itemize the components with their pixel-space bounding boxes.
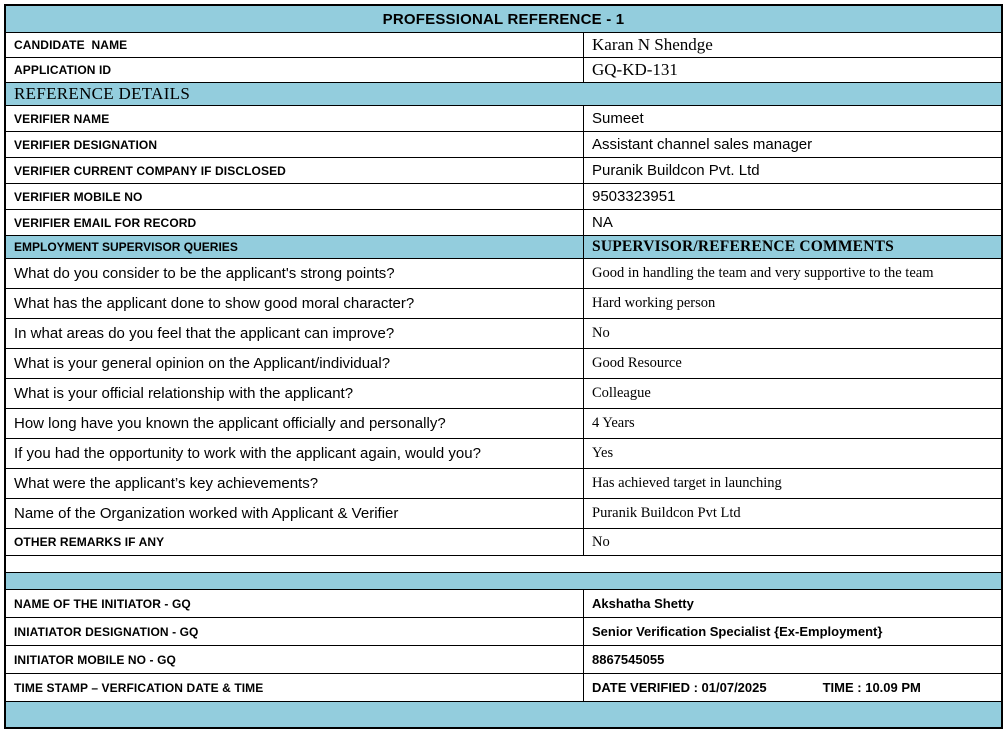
table-row-timestamp xyxy=(6,674,1001,702)
table-row-qa-achievements xyxy=(6,469,1001,499)
question-text: What do you consider to be the applicant's strong points? xyxy=(14,265,395,282)
verifier-email-label-cell xyxy=(6,210,584,235)
answer-text: No xyxy=(592,325,610,341)
answer-cell xyxy=(584,409,1001,438)
initiator-name-value-cell xyxy=(584,590,1001,617)
answer-cell xyxy=(584,349,1001,378)
answer-cell xyxy=(584,469,1001,498)
question-cell xyxy=(6,259,584,288)
initiator-designation-label: INIATIATOR DESIGNATION - GQ xyxy=(14,624,199,639)
queries-header-right-cell xyxy=(584,236,1001,258)
initiator-mobile-value-cell xyxy=(584,646,1001,673)
reference-form-table xyxy=(4,4,1003,721)
candidate-name-label: CANDIDATE NAME xyxy=(14,38,128,52)
other-remarks-label: OTHER REMARKS IF ANY xyxy=(14,535,165,549)
question-text: What were the applicant’s key achievements? xyxy=(14,475,319,492)
verifier-designation-label: VERIFIER DESIGNATION xyxy=(14,137,158,152)
table-row-footer-blue-clipped xyxy=(4,713,1003,729)
verifier-company-value: Puranik Buildcon Pvt. Ltd xyxy=(592,162,760,179)
question-text: Name of the Organization worked with Applicant & Verifier xyxy=(14,505,399,522)
table-row-qa-general-opinion xyxy=(6,349,1001,379)
timestamp-date-value: DATE VERIFIED : 01/07/2025 xyxy=(592,680,767,695)
table-row-qa-moral-character xyxy=(6,289,1001,319)
initiator-mobile-label-cell xyxy=(6,646,584,673)
table-row-spacer-white xyxy=(6,556,1001,573)
table-row-qa-relationship xyxy=(6,379,1001,409)
initiator-name-value: Akshatha Shetty xyxy=(592,596,694,611)
table-row-qa-work-again xyxy=(6,439,1001,469)
table-row-reference-details xyxy=(6,83,1001,106)
verifier-designation-label-cell xyxy=(6,132,584,157)
other-remarks-label-cell xyxy=(6,529,584,555)
table-row-other-remarks xyxy=(6,529,1001,556)
answer-text: Good in handling the team and very supportive to the team xyxy=(592,265,934,281)
table-row-verifier-company xyxy=(6,158,1001,184)
timestamp-time-value: TIME : 10.09 PM xyxy=(822,680,921,695)
initiator-name-label-cell xyxy=(6,590,584,617)
answer-cell xyxy=(584,289,1001,318)
reference-details-header: REFERENCE DETAILS xyxy=(14,84,191,103)
answer-text: Hard working person xyxy=(592,295,716,311)
verifier-name-value-cell xyxy=(584,106,1001,131)
question-cell xyxy=(6,499,584,528)
verifier-company-label: VERIFIER CURRENT COMPANY IF DISCLOSED xyxy=(14,163,286,178)
answer-cell xyxy=(584,379,1001,408)
verifier-designation-value-cell xyxy=(584,132,1001,157)
table-row-candidate xyxy=(6,33,1001,58)
initiator-mobile-value: 8867545055 xyxy=(592,652,665,667)
question-cell xyxy=(6,289,584,318)
queries-header-left: EMPLOYMENT SUPERVISOR QUERIES xyxy=(14,240,238,254)
table-row-initiator-name xyxy=(6,590,1001,618)
answer-text: Good Resource xyxy=(592,355,682,371)
answer-cell xyxy=(584,319,1001,348)
table-row-qa-improve xyxy=(6,319,1001,349)
table-row-qa-known-duration xyxy=(6,409,1001,439)
candidate-name-label-cell xyxy=(6,33,584,57)
application-id-value-cell xyxy=(584,58,1001,82)
answer-cell xyxy=(584,259,1001,288)
question-cell xyxy=(6,469,584,498)
question-text: How long have you known the applicant officially and personally? xyxy=(14,415,446,432)
table-row-qa-strong-points xyxy=(6,259,1001,289)
application-id-label-cell xyxy=(6,58,584,82)
question-text: If you had the opportunity to work with the applicant again, would you? xyxy=(14,445,481,462)
form-title-cell xyxy=(6,6,1001,32)
verifier-email-label: VERIFIER EMAIL FOR RECORD xyxy=(14,215,197,230)
verifier-name-label-cell xyxy=(6,106,584,131)
table-row-verifier-name xyxy=(6,106,1001,132)
question-cell xyxy=(6,379,584,408)
initiator-designation-label-cell xyxy=(6,618,584,645)
initiator-name-label: NAME OF THE INITIATOR - GQ xyxy=(14,596,191,611)
verifier-mobile-value: 9503323951 xyxy=(592,188,676,205)
table-row-verifier-mobile xyxy=(6,184,1001,210)
queries-header-left-cell xyxy=(6,236,584,258)
table-row-initiator-designation xyxy=(6,618,1001,646)
verifier-name-value: Sumeet xyxy=(592,110,644,127)
verifier-designation-value: Assistant channel sales manager xyxy=(592,136,813,153)
table-row-qa-organization xyxy=(6,499,1001,529)
table-row-verifier-designation xyxy=(6,132,1001,158)
answer-text: Colleague xyxy=(592,385,651,401)
initiator-mobile-label: INITIATOR MOBILE NO - GQ xyxy=(14,652,176,667)
candidate-name-value: Karan N Shendge xyxy=(592,35,713,54)
verifier-email-value-cell xyxy=(584,210,1001,235)
verifier-mobile-value-cell xyxy=(584,184,1001,209)
queries-header-right: SUPERVISOR/REFERENCE COMMENTS xyxy=(592,238,894,255)
verifier-name-label: VERIFIER NAME xyxy=(14,111,110,126)
table-row-title xyxy=(6,6,1001,33)
verifier-company-value-cell xyxy=(584,158,1001,183)
application-id-value: GQ-KD-131 xyxy=(592,60,678,79)
question-cell xyxy=(6,349,584,378)
other-remarks-value-cell xyxy=(584,529,1001,555)
answer-text: 4 Years xyxy=(592,415,635,431)
answer-text: Yes xyxy=(592,445,614,461)
verifier-mobile-label: VERIFIER MOBILE NO xyxy=(14,189,143,204)
question-cell xyxy=(6,319,584,348)
reference-details-header-cell xyxy=(6,83,1001,105)
table-row-initiator-mobile xyxy=(6,646,1001,674)
other-remarks-value: No xyxy=(592,533,610,550)
answer-text: Puranik Buildcon Pvt Ltd xyxy=(592,505,741,521)
timestamp-label-cell xyxy=(6,674,584,701)
initiator-designation-value: Senior Verification Specialist {Ex-Employment} xyxy=(592,624,883,639)
question-text: What has the applicant done to show good moral character? xyxy=(14,295,415,312)
timestamp-value-cell xyxy=(584,674,1001,701)
question-text: What is your general opinion on the Applicant/individual? xyxy=(14,355,391,372)
table-row-verifier-email xyxy=(6,210,1001,236)
initiator-designation-value-cell xyxy=(584,618,1001,645)
question-text: In what areas do you feel that the applicant can improve? xyxy=(14,325,395,342)
verifier-email-value: NA xyxy=(592,214,613,231)
question-cell xyxy=(6,409,584,438)
verifier-mobile-label-cell xyxy=(6,184,584,209)
verifier-company-label-cell xyxy=(6,158,584,183)
table-row-queries-header xyxy=(6,236,1001,259)
table-row-spacer-blue xyxy=(6,573,1001,590)
timestamp-label: TIME STAMP – VERFICATION DATE & TIME xyxy=(14,680,264,695)
answer-cell xyxy=(584,439,1001,468)
candidate-name-value-cell xyxy=(584,33,1001,57)
application-id-label: APPLICATION ID xyxy=(14,63,112,77)
question-text: What is your official relationship with the applicant? xyxy=(14,385,354,402)
answer-text: Has achieved target in launching xyxy=(592,475,782,491)
question-cell xyxy=(6,439,584,468)
form-title: PROFESSIONAL REFERENCE - 1 xyxy=(382,10,625,28)
answer-cell xyxy=(584,499,1001,528)
table-row-application-id xyxy=(6,58,1001,83)
